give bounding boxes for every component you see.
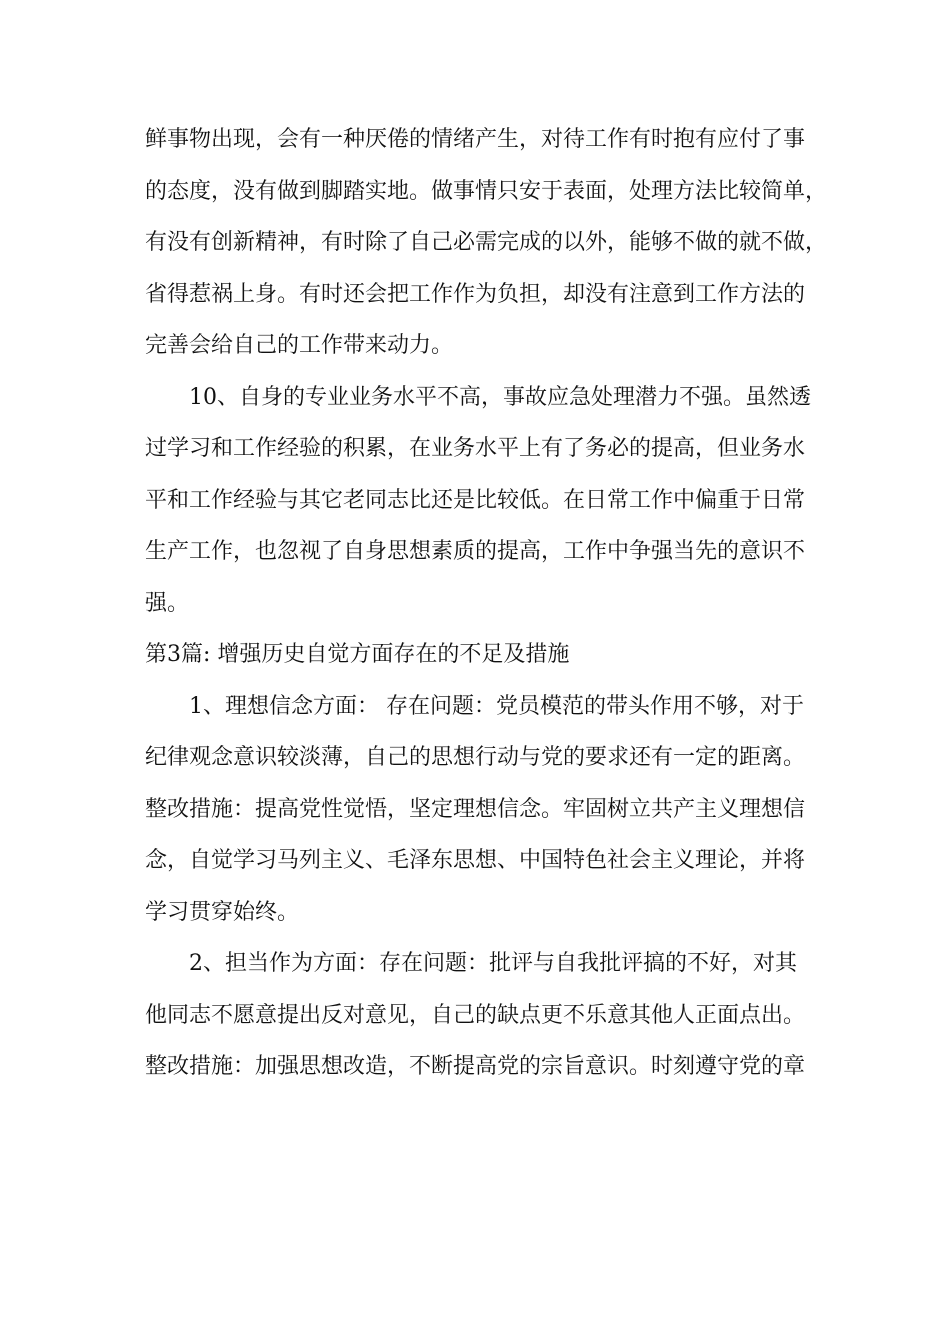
text-line: 整改措施：提高党性觉悟，坚定理想信念。牢固树立共产主义理想信 <box>145 796 806 822</box>
text-line: 念，自觉学习马列主义、毛泽东思想、中国特色社会主义理论，并将 <box>145 848 806 873</box>
text-line: 他同志不愿意提出反对意见，自己的缺点更不乐意其他人正面点出。 <box>145 1002 806 1028</box>
paragraph-first-line: 1、理想信念方面： 存在问题：党员模范的带头作用不够，对于 <box>189 693 804 719</box>
text-line: 平和工作经验与其它老同志比还是比较低。在日常工作中偏重于日常 <box>145 487 806 513</box>
text-line: 的态度，没有做到脚踏实地。做事情只安于表面，处理方法比较简单， <box>145 178 828 204</box>
paragraph-first-line: 2、担当作为方面：存在问题：批评与自我批评搞的不好，对其 <box>189 951 797 976</box>
section-heading: 第3篇: 增强历史自觉方面存在的不足及措施 <box>145 642 570 667</box>
paragraph-first-line: 10、自身的专业业务水平不高，事故应急处理潜力不强。虽然透 <box>189 384 811 410</box>
text-line: 强。 <box>145 590 190 616</box>
text-line: 过学习和工作经验的积累，在业务水平上有了务必的提高，但业务水 <box>145 436 806 461</box>
document-page <box>145 114 828 1093</box>
text-line: 完善会给自己的工作带来动力。 <box>145 333 454 358</box>
text-line: 学习贯穿始终。 <box>145 899 300 925</box>
text-line: 生产工作，也忽视了自身思想素质的提高，工作中争强当先的意识不 <box>145 539 806 564</box>
text-line: 省得惹祸上身。有时还会把工作作为负担，却没有注意到工作方法的 <box>145 281 806 307</box>
text-line: 鲜事物出现，会有一种厌倦的情绪产生，对待工作有时抱有应付了事 <box>145 127 806 152</box>
text-line: 整改措施：加强思想改造，不断提高党的宗旨意识。时刻遵守党的章 <box>145 1054 806 1079</box>
text-line: 有没有创新精神，有时除了自己必需完成的以外，能够不做的就不做， <box>145 230 828 255</box>
text-line: 纪律观念意识较淡薄，自己的思想行动与党的要求还有一定的距离。 <box>145 745 806 770</box>
